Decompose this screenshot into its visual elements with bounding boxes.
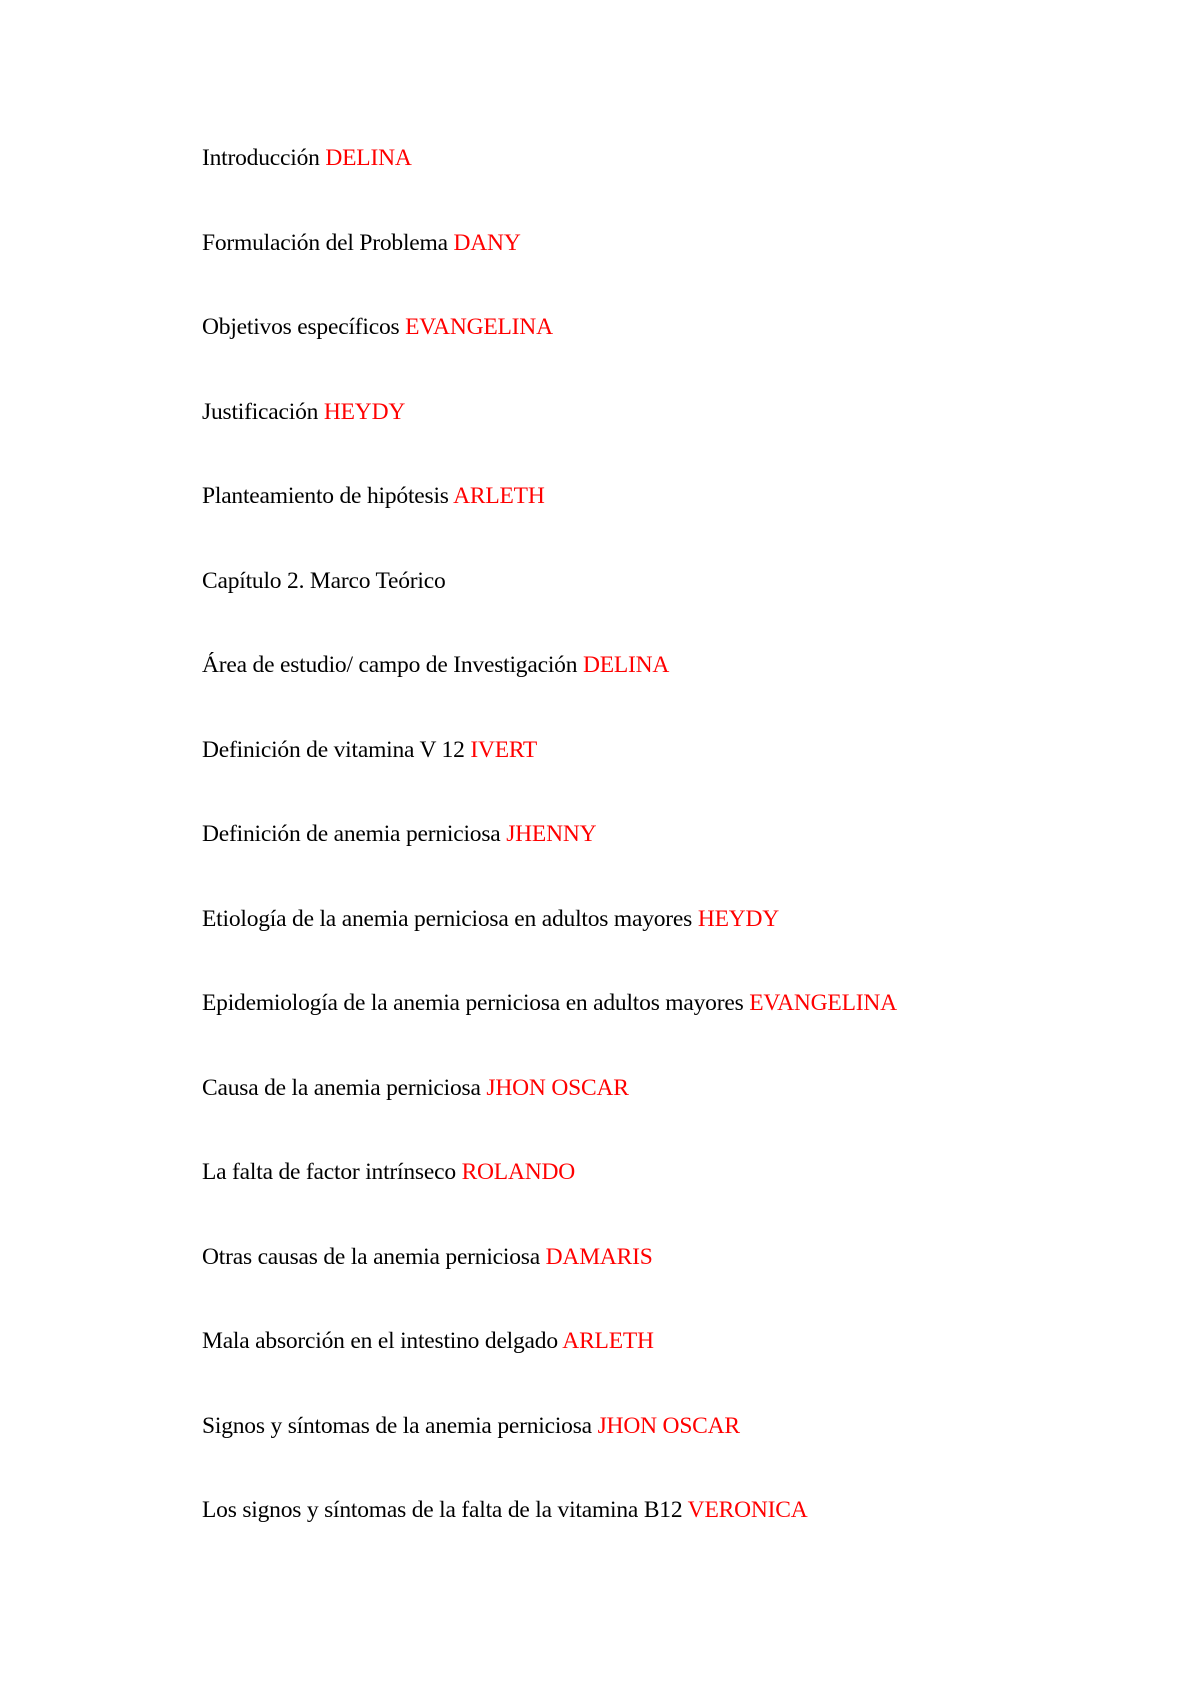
topic-text: Introducción — [202, 145, 320, 171]
list-item — [202, 478, 897, 563]
topic-text: Mala absorción en el intestino delgado — [202, 1328, 558, 1354]
list-item — [202, 985, 897, 1070]
topic-text: Justificación — [202, 398, 319, 425]
assignee-name: DELINA — [582, 652, 670, 678]
list-item — [202, 394, 897, 479]
topic-text: Planteamiento de hipótesis — [202, 483, 449, 509]
list-item — [202, 140, 897, 225]
assignee-name: DELINA — [325, 145, 412, 171]
list-item — [202, 309, 897, 394]
list-item — [202, 647, 897, 732]
assignee-name: EVANGELINA — [405, 314, 553, 340]
topic-text: Otras causas de la anemia perniciosa — [202, 1243, 540, 1270]
topic-text: Definición de anemia perniciosa — [202, 821, 501, 847]
topic-text: Los signos y síntomas de la falta de la vitamina B12 — [202, 1497, 683, 1523]
list-item — [202, 1070, 897, 1155]
assignee-name: JHON OSCAR — [486, 1074, 629, 1101]
list-item — [202, 732, 897, 817]
topic-text: Capítulo 2. Marco Teórico — [202, 567, 446, 594]
topic-assignment-list — [202, 140, 897, 1577]
assignee-name: IVERT — [470, 736, 538, 763]
topic-text: Epidemiología de la anemia perniciosa en adultos mayores — [202, 990, 744, 1016]
topic-text: Signos y síntomas de la anemia perniciosa — [202, 1412, 592, 1439]
list-item — [202, 816, 897, 901]
topic-text: Etiología de la anemia perniciosa en adultos mayores — [202, 905, 693, 932]
chapter-heading — [202, 563, 897, 648]
topic-text: Objetivos específicos — [202, 314, 400, 340]
topic-text: Formulación del Problema — [202, 229, 448, 256]
assignee-name: HEYDY — [323, 398, 406, 425]
list-item — [202, 901, 897, 986]
list-item — [202, 1239, 897, 1324]
topic-text: Causa de la anemia perniciosa — [202, 1074, 481, 1101]
topic-text: Área de estudio/ campo de Investigación — [202, 652, 578, 678]
assignee-name: JHON OSCAR — [597, 1412, 740, 1439]
list-item — [202, 1154, 897, 1239]
assignee-name: JHENNY — [506, 821, 597, 847]
assignee-name: ARLETH — [562, 1328, 654, 1354]
assignee-name: EVANGELINA — [749, 990, 897, 1016]
assignee-name: HEYDY — [697, 905, 780, 932]
assignee-name: VERONICA — [687, 1497, 808, 1523]
assignee-name: ARLETH — [453, 483, 545, 509]
topic-text: Definición de vitamina V 12 — [202, 736, 465, 763]
topic-text: La falta de factor intrínseco — [202, 1159, 456, 1185]
list-item — [202, 1492, 897, 1577]
assignee-name: DAMARIS — [545, 1243, 653, 1270]
list-item — [202, 1408, 897, 1493]
list-item — [202, 1323, 897, 1408]
list-item — [202, 225, 897, 310]
assignee-name: DANY — [453, 229, 521, 256]
assignee-name: ROLANDO — [461, 1159, 576, 1185]
